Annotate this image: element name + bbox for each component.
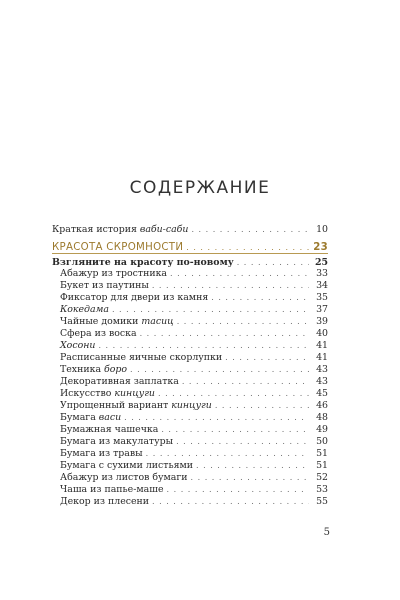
toc-entry-text: Букет из паутины — [60, 280, 149, 291]
toc-entry-title — [52, 292, 208, 303]
toc-entry — [52, 496, 328, 507]
toc-entry-italic-text: васи — [98, 412, 122, 423]
toc-entry-italic-text: тасиц — [141, 316, 174, 327]
page-title: СОДЕРЖАНИЕ — [129, 178, 271, 198]
toc-entry-title — [52, 460, 193, 471]
toc-entry-text: Абажур из тростника — [60, 268, 168, 279]
toc-entry-title — [52, 400, 212, 411]
toc-entry-title — [52, 484, 164, 495]
toc-entry-text: Техника — [60, 364, 105, 375]
toc-entry-text: Декор из плесени — [60, 496, 150, 507]
toc-page-number: 43 — [316, 364, 328, 375]
dot-leader — [196, 460, 309, 471]
dot-leader — [182, 376, 309, 387]
toc-entry — [52, 412, 328, 423]
toc-entry — [52, 364, 328, 375]
toc-entry-text: Чаша из папье-маше — [60, 484, 164, 495]
toc-page-number: 25 — [314, 257, 328, 268]
dot-leader — [130, 364, 309, 375]
toc-page-number: 35 — [316, 292, 328, 303]
toc-entry-title — [52, 448, 143, 459]
dot-leader — [98, 340, 309, 351]
toc-page-number: 34 — [316, 280, 328, 291]
toc-entry-text: Упрощенный вариант — [60, 400, 172, 411]
toc-entry-title — [52, 364, 127, 375]
toc-page-number: 39 — [316, 316, 328, 327]
toc-page-number: 52 — [316, 472, 328, 483]
page-number: 5 — [323, 527, 330, 538]
dot-leader — [140, 328, 309, 339]
toc-entry — [52, 224, 328, 235]
toc-entry-text: Искусство — [60, 388, 115, 399]
toc-entry-title — [52, 328, 137, 339]
toc-page-number: 41 — [316, 352, 328, 363]
toc-entry-title — [52, 304, 109, 315]
toc-page-number: 37 — [316, 304, 328, 315]
toc-page-number: 33 — [316, 268, 328, 279]
toc-entry-title — [52, 340, 95, 351]
toc-entry-text: КРАСОТА СКРОМНОСТИ — [52, 242, 184, 253]
toc-entry-title — [52, 268, 167, 279]
toc-page-number: 45 — [316, 388, 328, 399]
dot-leader — [152, 280, 309, 291]
toc-page-number: 55 — [316, 496, 328, 507]
dot-leader — [191, 472, 309, 483]
toc-entry — [52, 257, 328, 268]
toc-entry — [52, 436, 328, 447]
dot-leader — [176, 436, 309, 447]
toc-entry — [52, 424, 328, 435]
dot-leader — [152, 496, 309, 507]
toc-entry-italic-text: кинцуги — [114, 388, 155, 399]
toc-entry — [52, 388, 328, 399]
toc-entry-title — [52, 436, 173, 447]
toc-entry-title — [52, 388, 155, 399]
toc-entry-italic-text: Кокедама — [60, 304, 109, 315]
toc-entry-italic-text: Хосони — [60, 340, 96, 351]
toc-entry-title — [52, 257, 234, 268]
toc-entry-italic-text: ваби-саби — [139, 224, 189, 235]
toc-entry-text: Краткая история — [52, 224, 140, 235]
toc-entry — [52, 352, 328, 363]
toc-page-number: 10 — [316, 224, 328, 235]
dot-leader — [177, 316, 309, 327]
toc-entry-italic-text: боро — [104, 364, 128, 375]
dot-leader — [191, 224, 309, 235]
toc-entry-text: Абажур из листов бумаги — [60, 472, 188, 483]
section-divider — [52, 253, 328, 254]
toc-entry-text: Бумага из травы — [60, 448, 143, 459]
toc-entry — [52, 268, 328, 279]
dot-leader — [167, 484, 309, 495]
dot-leader — [225, 352, 309, 363]
toc-entry-text: Чайные домики — [60, 316, 142, 327]
dot-leader — [112, 304, 309, 315]
toc-entry-text: Расписанные яичные скорлупки — [60, 352, 223, 363]
toc-page-number: 53 — [316, 484, 328, 495]
toc-page-number: 51 — [316, 448, 328, 459]
dot-leader — [237, 257, 309, 268]
toc-entry-text: Декоративная заплатка — [60, 376, 179, 387]
toc-page-number: 43 — [316, 376, 328, 387]
toc-entry-title — [52, 424, 158, 435]
toc-entry-text: Сфера из воска — [60, 328, 137, 339]
dot-leader — [170, 268, 309, 279]
toc-page-number: 50 — [316, 436, 328, 447]
toc-entry-text: Бумажная чашечка — [60, 424, 159, 435]
toc-entry-italic-text: кинцуги — [171, 400, 212, 411]
dot-leader — [211, 292, 309, 303]
toc-entry — [52, 280, 328, 291]
toc-entry — [52, 448, 328, 459]
toc-page-number: 49 — [316, 424, 328, 435]
toc-entry — [52, 400, 328, 411]
toc-entry-text: Бумага с сухими листьями — [60, 460, 194, 471]
toc-entry-title — [52, 472, 188, 483]
toc-page-number: 48 — [316, 412, 328, 423]
toc-entry-text: Взгляните на красоту по-новому — [52, 257, 234, 268]
toc-entry — [52, 484, 328, 495]
dot-leader — [146, 448, 309, 459]
toc-entry-title — [52, 242, 183, 253]
toc-entry — [52, 376, 328, 387]
toc-entry-title — [52, 496, 149, 507]
toc-entry — [52, 340, 328, 351]
dot-leader — [158, 388, 309, 399]
dot-leader — [215, 400, 309, 411]
toc-entry-title — [52, 376, 179, 387]
toc-page-number: 23 — [313, 242, 328, 253]
toc-entry-text: Бумага — [60, 412, 99, 423]
dot-leader — [161, 424, 309, 435]
toc-page-number: 40 — [316, 328, 328, 339]
toc-page-number: 46 — [316, 400, 328, 411]
toc-entry-text: Бумага из макулатуры — [60, 436, 174, 447]
dot-leader — [124, 412, 309, 423]
toc-entry-title — [52, 316, 174, 327]
toc-section-heading — [52, 242, 328, 253]
toc-page-number: 51 — [316, 460, 328, 471]
toc-entry — [52, 316, 328, 327]
toc-page-number: 41 — [316, 340, 328, 351]
toc-entry — [52, 460, 328, 471]
toc-entry — [52, 304, 328, 315]
dot-leader — [186, 242, 309, 253]
toc-entry-title — [52, 352, 222, 363]
toc-entry — [52, 292, 328, 303]
toc-entry — [52, 472, 328, 483]
toc-entry-title — [52, 280, 149, 291]
toc-entry-title — [52, 412, 121, 423]
toc-entry-text: Фиксатор для двери из камня — [60, 292, 209, 303]
toc-entry-title — [52, 224, 188, 235]
toc-entry — [52, 328, 328, 339]
